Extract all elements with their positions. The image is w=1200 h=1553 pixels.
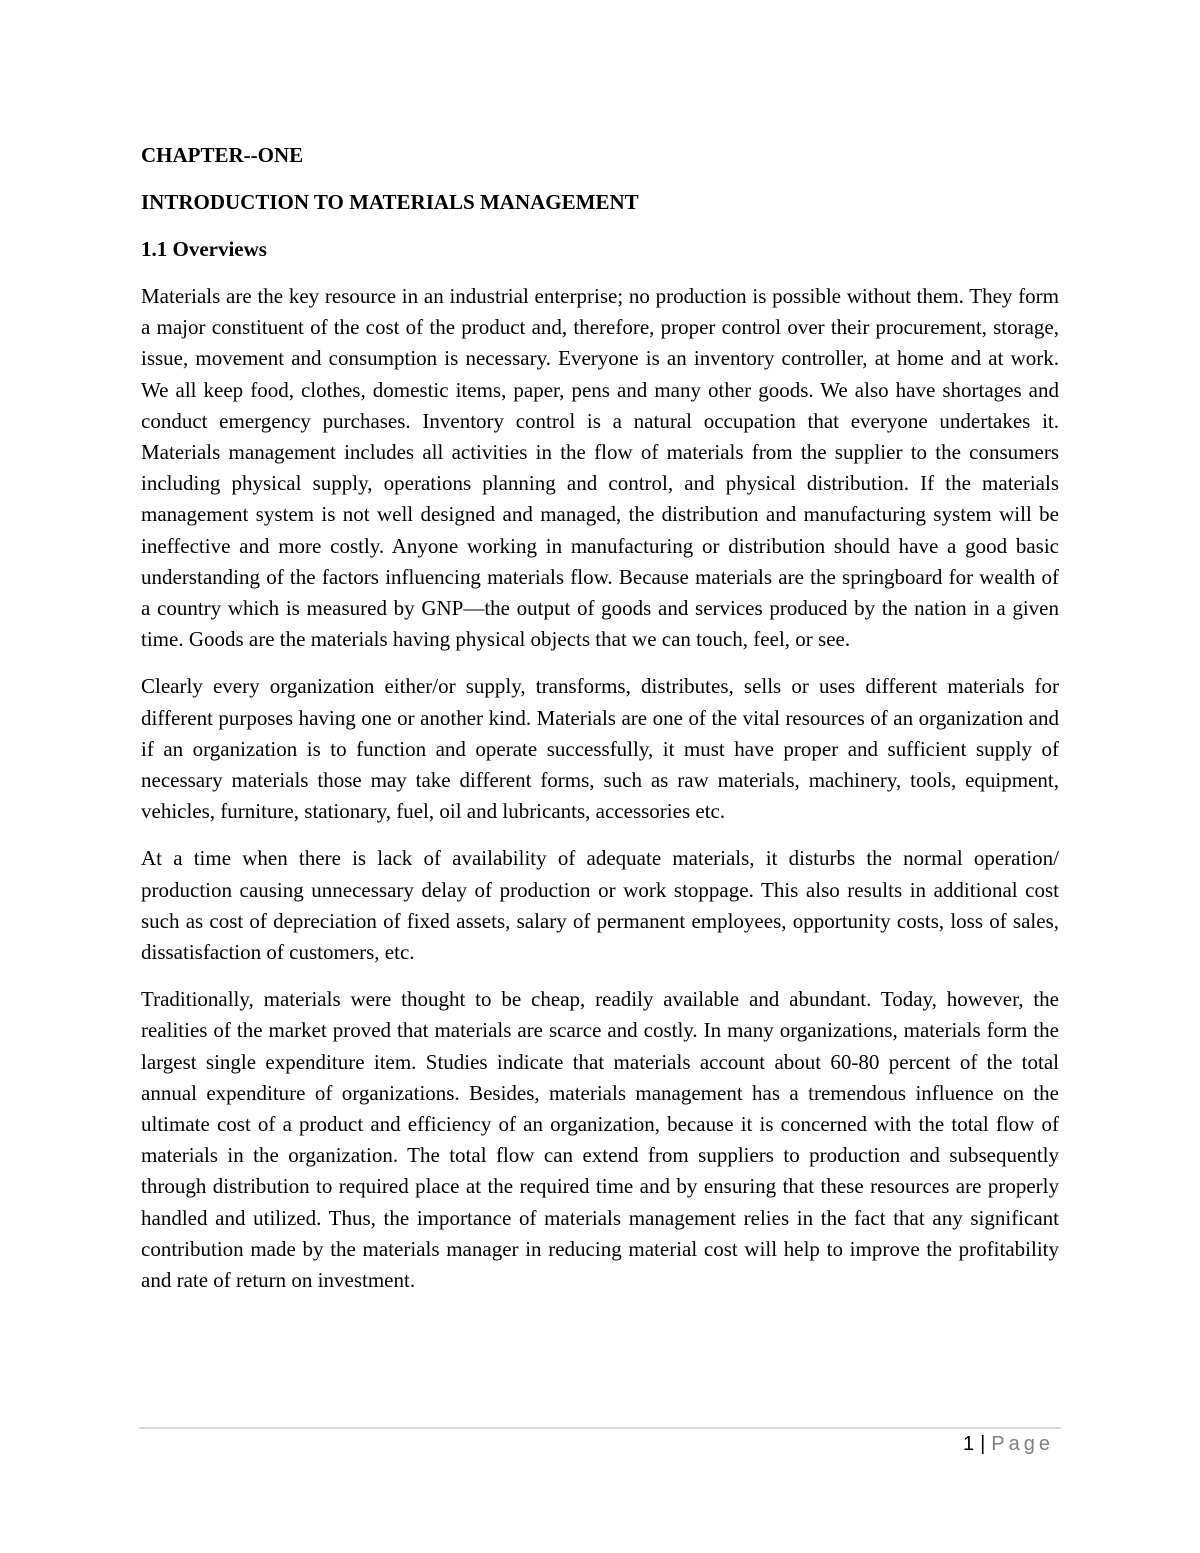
page-footer bbox=[963, 1430, 1054, 1458]
page-content bbox=[141, 140, 1059, 1312]
footer-divider bbox=[139, 1427, 1061, 1429]
paragraph-4: Traditionally, materials were thought to be cheap, readily available and abundant. Today, however, the realities of the market proved that materials are scarce and costly. In many organizations, materials form the largest single expenditure item. Studies indicate that materials account about 60-80 percent of the total annual expenditure of organizations. Besides, materials management has a tremendous influence on the ultimate cost of a product and efficiency of an organization, because it is concerned with the total flow of materials in the organization. The total flow can extend from suppliers to production and subsequently through distribution to required place at the required time and by ensuring that these resources are properly handled and utilized. Thus, the importance of materials management relies in the fact that any significant contribution made by the materials manager in reducing material cost will help to improve the profitability and rate of return on investment. bbox=[141, 987, 1059, 1293]
footer-separator: | bbox=[980, 1433, 986, 1455]
section-heading: 1.1 Overviews bbox=[141, 237, 267, 261]
paragraph-2: Clearly every organization either/or supply, transforms, distributes, sells or uses different materials for different purposes having one or another kind. Materials are one of the vital resources of an organization and if an organization is to function and operate successfully, it must have proper and sufficient supply of necessary materials those may take different forms, such as raw materials, machinery, tools, equipment, vehicles, furniture, stationary, fuel, oil and lubricants, accessories etc. bbox=[141, 674, 1059, 824]
chapter-heading: CHAPTER--ONE bbox=[141, 143, 304, 167]
paragraph-3: At a time when there is lack of availability of adequate materials, it disturbs the normal operation/ production causing unnecessary delay of production or work stoppage. This also results in additional cost such as cost of depreciation of fixed assets, salary of permanent employees, opportunity costs, loss of sales, dissatisfaction of customers, etc. bbox=[141, 846, 1059, 965]
paragraph-1: Materials are the key resource in an industrial enterprise; no production is possible without them. They form a major constituent of the cost of the product and, therefore, proper control over their procurement, storage, issue, movement and consumption is necessary. Everyone is an inventory controller, at home and at work. We all keep food, clothes, domestic items, paper, pens and many other goods. We also have shortages and conduct emergency purchases. Inventory control is a natural occupation that everyone undertakes it. Materials management includes all activities in the flow of materials from the supplier to the consumers including physical supply, operations planning and control, and physical distribution. If the materials management system is not well designed and managed, the distribution and manufacturing system will be ineffective and more costly. Anyone working in manufacturing or distribution should have a good basic understanding of the factors influencing materials flow. Because materials are the springboard for wealth of a country which is measured by GNP—the output of goods and services produced by the nation in a given time. Goods are the materials having physical objects that we can touch, feel, or see. bbox=[141, 284, 1059, 652]
page-label: Page bbox=[991, 1433, 1054, 1455]
chapter-title: INTRODUCTION TO MATERIALS MANAGEMENT bbox=[141, 190, 639, 214]
page-number: 1 bbox=[962, 1433, 975, 1455]
